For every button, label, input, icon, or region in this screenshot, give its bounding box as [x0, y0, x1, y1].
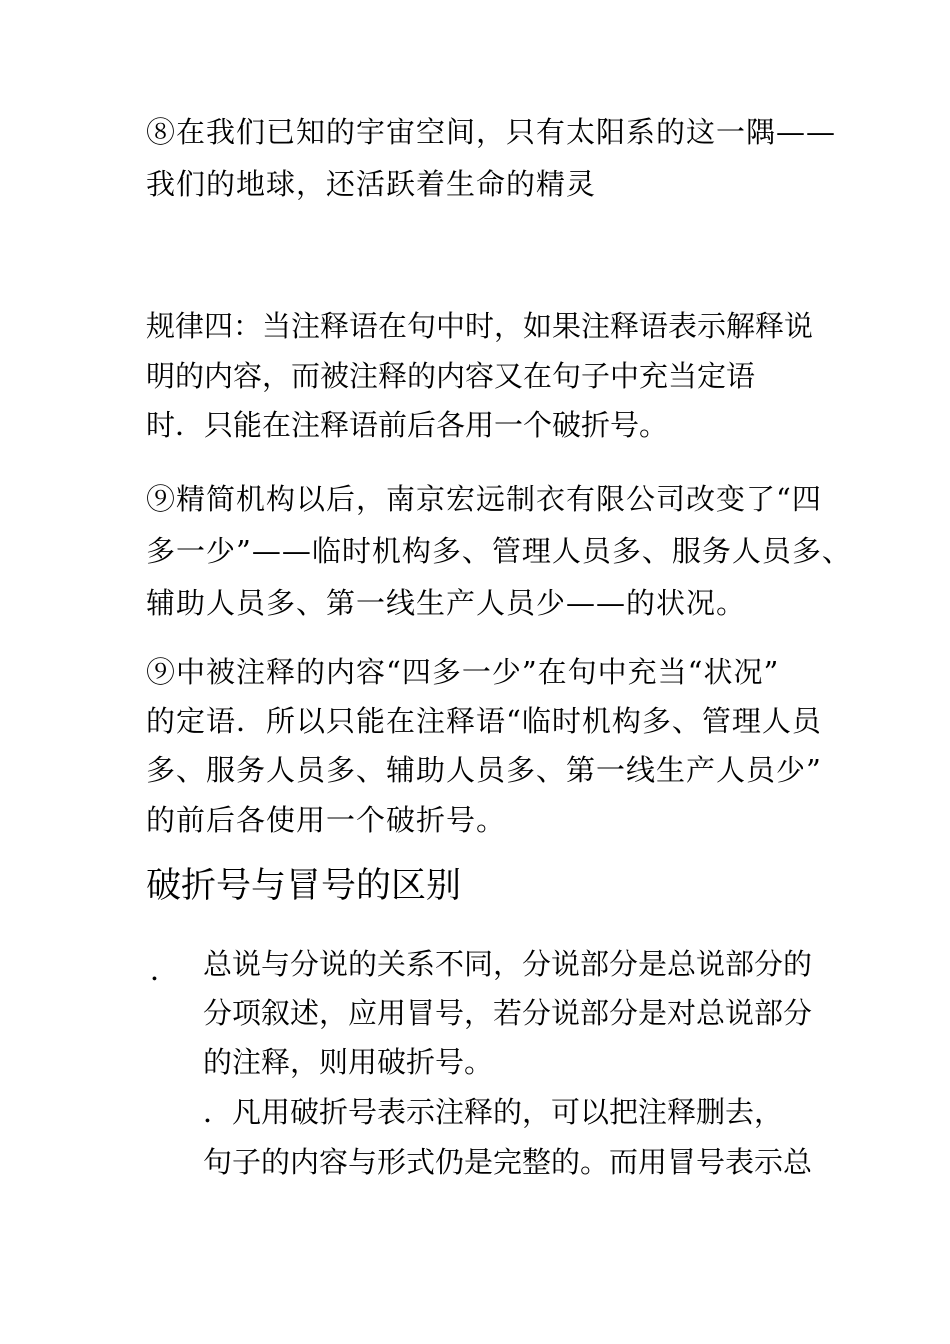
rule-4-line-2: 明的内容，而被注释的内容又在句子中充当定语 — [146, 361, 756, 393]
example-9-line-1: ⑨精简机构以后，南京宏远制衣有限公司改变了“四 — [146, 482, 822, 516]
explanation-9-line-1: ⑨中被注释的内容“四多一少”在句中充当“状况” — [146, 655, 780, 689]
rule-4-line-3: 时．只能在注释语前后各用一个破折号。 — [146, 410, 669, 442]
item-2-line-1: ．凡用破折号表示注释的，可以把注释删去， — [203, 1097, 784, 1129]
example-8-line-1: ⑧在我们已知的宇宙空间，只有太阳系的这一隅—— — [146, 115, 837, 149]
explanation-9-line-2: 的定语．所以只能在注释语“临时机构多、管理人员 — [146, 704, 822, 738]
section-heading: 破折号与冒号的区别 — [146, 866, 462, 905]
example-8-line-2: 我们的地球，还活跃着生命的精灵 — [146, 167, 597, 201]
rule-4-line-1: 规律四：当注释语在句中时，如果注释语表示解释说 — [146, 311, 814, 343]
example-9-line-2: 多一少”——临时机构多、管理人员多、服务人员多、 — [146, 534, 852, 568]
item-1-line-1: 总说与分说的关系不同，分说部分是总说部分的 — [203, 949, 813, 981]
item-2-line-2: 句子的内容与形式仍是完整的。而用冒号表示总 — [203, 1147, 813, 1179]
item-1-line-2: 分项叙述，应用冒号，若分说部分是对总说部分 — [203, 998, 813, 1030]
explanation-9-line-4: 的前后各使用一个破折号。 — [146, 803, 507, 837]
explanation-9-line-3: 多、服务人员多、辅助人员多、第一线生产人员少” — [146, 753, 822, 787]
example-9-line-3: 辅助人员多、第一线生产人员少——的状况。 — [146, 586, 747, 620]
list-bullet: ． — [150, 955, 180, 987]
item-1-line-3: 的注释，则用破折号。 — [203, 1047, 494, 1079]
